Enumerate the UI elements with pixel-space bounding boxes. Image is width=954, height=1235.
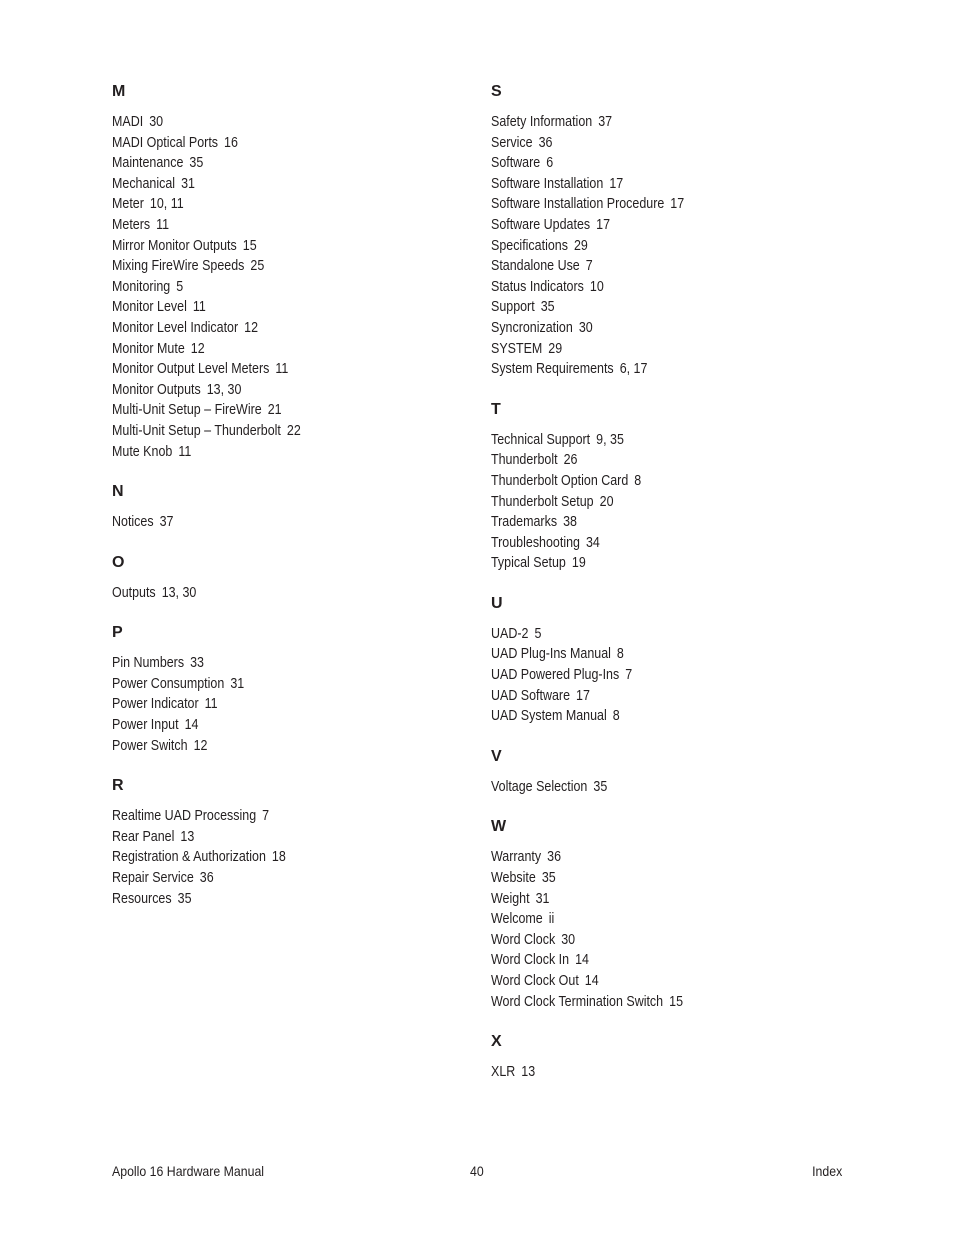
entry-pages: 30 xyxy=(561,931,576,948)
index-entry xyxy=(491,777,801,798)
index-entry xyxy=(112,318,404,339)
index-section xyxy=(112,82,452,462)
index-entry xyxy=(491,686,801,707)
footer-manual-title: Apollo 16 Hardware Manual xyxy=(112,1163,265,1179)
entry-pages: 30 xyxy=(578,319,593,336)
index-entry xyxy=(491,992,801,1013)
entry-pages: 26 xyxy=(563,452,578,469)
entry-term: Power Input xyxy=(112,717,179,734)
index-entry xyxy=(491,236,801,257)
entry-term: Monitor Output Level Meters xyxy=(112,361,270,378)
entry-term: Weight xyxy=(491,890,530,907)
index-entry xyxy=(112,694,404,715)
entry-term: Meter xyxy=(112,196,144,213)
footer-section-name: Index xyxy=(811,1163,842,1179)
entry-list xyxy=(491,624,851,727)
entry-pages: 6 xyxy=(546,155,554,172)
entry-pages: 17 xyxy=(596,216,611,233)
index-entry xyxy=(112,889,404,910)
entry-term: Maintenance xyxy=(112,155,184,172)
index-entry xyxy=(112,421,404,442)
entry-term: Monitor Level xyxy=(112,299,187,316)
entry-term: Pin Numbers xyxy=(112,655,185,672)
entry-list xyxy=(491,1062,851,1083)
entry-term: Status Indicators xyxy=(491,278,584,295)
entry-list xyxy=(491,112,851,380)
entry-term: Repair Service xyxy=(112,870,194,887)
entry-term: Mute Knob xyxy=(112,443,173,460)
section-letter: P xyxy=(112,624,123,642)
entry-pages: 35 xyxy=(189,155,204,172)
index-entry xyxy=(112,583,404,604)
entry-term: Word Clock xyxy=(491,931,556,948)
entry-term: Service xyxy=(491,134,533,151)
index-entry xyxy=(491,112,801,133)
index-entry xyxy=(491,215,801,236)
index-entry xyxy=(491,277,801,298)
index-entry xyxy=(112,806,404,827)
index-entry xyxy=(491,194,801,215)
entry-term: Software Updates xyxy=(491,216,591,233)
section-letter: W xyxy=(491,818,507,836)
entry-term: SYSTEM xyxy=(491,340,543,357)
section-letter: V xyxy=(491,747,502,765)
entry-term: Monitor Outputs xyxy=(112,381,201,398)
entry-pages: 17 xyxy=(576,687,590,704)
index-entry xyxy=(491,430,801,451)
entry-term: Safety Information xyxy=(491,114,593,130)
index-section xyxy=(491,1032,851,1083)
index-entry xyxy=(491,533,801,554)
entry-term: Monitor Mute xyxy=(112,340,185,357)
entry-term: Warranty xyxy=(491,849,542,866)
index-entry xyxy=(112,653,404,674)
entry-term: Software Installation Procedure xyxy=(491,196,665,213)
entry-term: UAD Plug-Ins Manual xyxy=(491,646,611,663)
entry-term: UAD System Manual xyxy=(491,708,607,725)
entry-list xyxy=(112,512,452,533)
section-letter: N xyxy=(112,483,124,501)
entry-term: Syncronization xyxy=(491,319,573,336)
index-entry xyxy=(491,450,801,471)
entry-term: Thunderbolt Option Card xyxy=(491,472,629,489)
entry-term: Registration & Authorization xyxy=(112,849,266,866)
index-entry xyxy=(112,215,404,236)
entry-pages: 21 xyxy=(267,402,282,419)
entry-pages: 13 xyxy=(521,1064,536,1081)
index-column-left xyxy=(112,82,452,929)
index-entry xyxy=(112,174,404,195)
entry-pages: 6, 17 xyxy=(619,361,648,378)
entry-pages: 31 xyxy=(181,175,195,192)
index-entry xyxy=(491,644,801,665)
entry-pages: 35 xyxy=(593,778,608,795)
entry-list xyxy=(112,112,452,462)
index-entry xyxy=(491,471,801,492)
entry-pages: ii xyxy=(548,911,555,928)
index-entry xyxy=(112,153,404,174)
index-entry xyxy=(112,112,404,133)
index-entry xyxy=(112,256,404,277)
entry-term: Multi-Unit Setup – Thunderbolt xyxy=(112,422,281,439)
entry-term: MADI xyxy=(112,114,144,130)
entry-pages: 15 xyxy=(242,237,257,254)
index-entry xyxy=(491,256,801,277)
entry-term: Rear Panel xyxy=(112,828,175,845)
index-entry xyxy=(491,847,801,868)
section-letter: M xyxy=(112,83,126,100)
index-entry xyxy=(112,847,404,868)
entry-pages: 10, 11 xyxy=(149,196,184,213)
entry-pages: 5 xyxy=(176,278,184,295)
index-entry xyxy=(112,715,404,736)
entry-term: Mirror Monitor Outputs xyxy=(112,237,237,254)
entry-pages: 8 xyxy=(634,472,642,489)
entry-term: Standalone Use xyxy=(491,258,580,275)
entry-pages: 35 xyxy=(541,870,556,887)
entry-pages: 13 xyxy=(180,828,195,845)
entry-term: Monitoring xyxy=(112,278,171,295)
index-entry xyxy=(491,706,801,727)
section-letter: R xyxy=(112,777,124,795)
index-section xyxy=(112,482,452,533)
entry-pages: 14 xyxy=(184,717,199,734)
entry-pages: 8 xyxy=(612,708,620,725)
entry-term: Word Clock In xyxy=(491,952,570,969)
entry-term: Thunderbolt xyxy=(491,452,558,469)
index-entry xyxy=(112,442,404,463)
entry-term: Power Switch xyxy=(112,737,188,754)
entry-term: Software Installation xyxy=(491,175,604,192)
entry-term: Voltage Selection xyxy=(491,778,588,795)
entry-term: Resources xyxy=(112,890,172,907)
entry-pages: 7 xyxy=(262,808,270,825)
entry-term: Mechanical xyxy=(112,175,176,192)
index-entry xyxy=(112,133,404,154)
entry-pages: 12 xyxy=(190,340,205,357)
index-entry xyxy=(491,909,801,930)
section-letter: S xyxy=(491,83,502,100)
entry-term: Support xyxy=(491,299,535,316)
entry-pages: 36 xyxy=(538,134,553,151)
index-entry xyxy=(112,736,404,757)
index-section xyxy=(491,82,851,380)
entry-pages: 8 xyxy=(616,646,624,663)
entry-pages: 11 xyxy=(192,299,206,316)
entry-pages: 31 xyxy=(535,890,550,907)
index-entry xyxy=(491,868,801,889)
entry-pages: 22 xyxy=(286,422,301,439)
entry-term: Outputs xyxy=(112,584,156,601)
entry-pages: 29 xyxy=(548,340,563,357)
entry-term: Software xyxy=(491,155,541,172)
entry-pages: 5 xyxy=(534,625,542,642)
section-letter: U xyxy=(491,594,503,612)
index-entry xyxy=(112,277,404,298)
footer-page-number: 40 xyxy=(470,1163,484,1179)
entry-pages: 11 xyxy=(178,443,192,460)
section-letter: O xyxy=(112,553,125,571)
entry-list xyxy=(491,430,851,574)
index-entry xyxy=(112,194,404,215)
entry-pages: 16 xyxy=(224,134,238,151)
entry-term: Specifications xyxy=(491,237,568,254)
index-entry xyxy=(491,318,801,339)
entry-pages: 7 xyxy=(625,667,633,684)
index-entry xyxy=(112,359,404,380)
entry-pages: 12 xyxy=(244,319,259,336)
entry-pages: 14 xyxy=(584,973,599,989)
index-entry xyxy=(112,339,404,360)
entry-term: UAD Software xyxy=(491,687,571,704)
entry-pages: 25 xyxy=(250,258,265,275)
entry-list xyxy=(112,583,452,604)
entry-list xyxy=(491,847,851,1012)
entry-pages: 35 xyxy=(177,890,192,907)
entry-pages: 20 xyxy=(599,493,614,510)
index-column-right xyxy=(491,82,851,1103)
entry-pages: 36 xyxy=(547,849,562,866)
entry-pages: 11 xyxy=(204,696,218,713)
index-entry xyxy=(112,400,404,421)
index-entry xyxy=(491,492,801,513)
entry-term: Website xyxy=(491,870,536,887)
entry-pages: 31 xyxy=(230,675,245,692)
entry-term: Power Indicator xyxy=(112,696,199,713)
section-letter: X xyxy=(491,1033,502,1051)
index-entry xyxy=(112,827,404,848)
index-section xyxy=(112,776,452,909)
entry-pages: 7 xyxy=(585,258,593,275)
entry-pages: 37 xyxy=(598,114,613,130)
entry-pages: 34 xyxy=(585,534,600,551)
entry-term: Monitor Level Indicator xyxy=(112,319,239,336)
index-entry xyxy=(491,133,801,154)
index-section xyxy=(112,623,452,756)
entry-pages: 35 xyxy=(540,299,555,316)
index-entry xyxy=(491,665,801,686)
index-entry xyxy=(491,174,801,195)
entry-pages: 18 xyxy=(271,849,286,866)
entry-term: Meters xyxy=(112,216,151,233)
index-entry xyxy=(112,512,404,533)
entry-pages: 10 xyxy=(589,278,604,295)
entry-term: System Requirements xyxy=(491,361,614,378)
index-entry xyxy=(491,359,801,380)
entry-term: Notices xyxy=(112,514,154,531)
entry-pages: 12 xyxy=(193,737,208,754)
entry-pages: 19 xyxy=(571,555,586,572)
entry-list xyxy=(112,806,452,909)
index-entry xyxy=(491,624,801,645)
entry-term: XLR xyxy=(491,1064,516,1081)
entry-term: Troubleshooting xyxy=(491,534,580,551)
entry-pages: 11 xyxy=(275,361,289,378)
entry-pages: 33 xyxy=(190,655,204,672)
index-section xyxy=(491,747,851,798)
index-section xyxy=(491,594,851,727)
entry-term: UAD-2 xyxy=(491,625,529,642)
index-entry xyxy=(491,971,801,992)
index-entry xyxy=(491,512,801,533)
index-section xyxy=(491,400,851,574)
entry-term: Trademarks xyxy=(491,514,558,531)
index-entry xyxy=(491,339,801,360)
entry-pages: 29 xyxy=(573,237,588,254)
index-entry xyxy=(491,153,801,174)
entry-pages: 36 xyxy=(199,870,214,887)
index-entry xyxy=(491,1062,801,1083)
entry-pages: 38 xyxy=(563,514,577,531)
entry-term: Welcome xyxy=(491,911,543,928)
entry-list xyxy=(491,777,851,798)
entry-term: Realtime UAD Processing xyxy=(112,808,257,825)
entry-term: Mixing FireWire Speeds xyxy=(112,258,245,275)
section-letter: T xyxy=(491,400,501,418)
entry-term: Technical Support xyxy=(491,431,591,448)
index-entry xyxy=(112,674,404,695)
index-entry xyxy=(112,868,404,889)
entry-term: UAD Powered Plug-Ins xyxy=(491,667,620,684)
entry-term: MADI Optical Ports xyxy=(112,134,219,151)
index-entry xyxy=(491,889,801,910)
index-entry xyxy=(112,380,404,401)
entry-term: Thunderbolt Setup xyxy=(491,493,594,510)
entry-list xyxy=(112,653,452,756)
entry-term: Typical Setup xyxy=(491,555,566,572)
entry-term: Multi-Unit Setup – FireWire xyxy=(112,402,262,419)
index-entry xyxy=(491,930,801,951)
index-entry xyxy=(491,553,801,574)
index-entry xyxy=(112,236,404,257)
entry-pages: 17 xyxy=(670,196,685,213)
entry-pages: 14 xyxy=(575,952,589,969)
entry-pages: 9, 35 xyxy=(596,431,624,448)
entry-pages: 13, 30 xyxy=(161,584,197,601)
index-section xyxy=(491,817,851,1012)
index-entry xyxy=(491,950,801,971)
entry-pages: 15 xyxy=(669,993,684,1010)
index-entry xyxy=(112,297,404,318)
entry-pages: 17 xyxy=(609,175,624,192)
entry-pages: 13, 30 xyxy=(206,381,242,398)
entry-pages: 37 xyxy=(159,514,174,531)
entry-pages: 11 xyxy=(156,216,170,233)
entry-term: Power Consumption xyxy=(112,675,225,692)
entry-term: Word Clock Termination Switch xyxy=(491,993,664,1010)
index-section xyxy=(112,553,452,604)
entry-term: Word Clock Out xyxy=(491,973,579,989)
entry-pages: 30 xyxy=(149,114,164,130)
index-entry xyxy=(491,297,801,318)
